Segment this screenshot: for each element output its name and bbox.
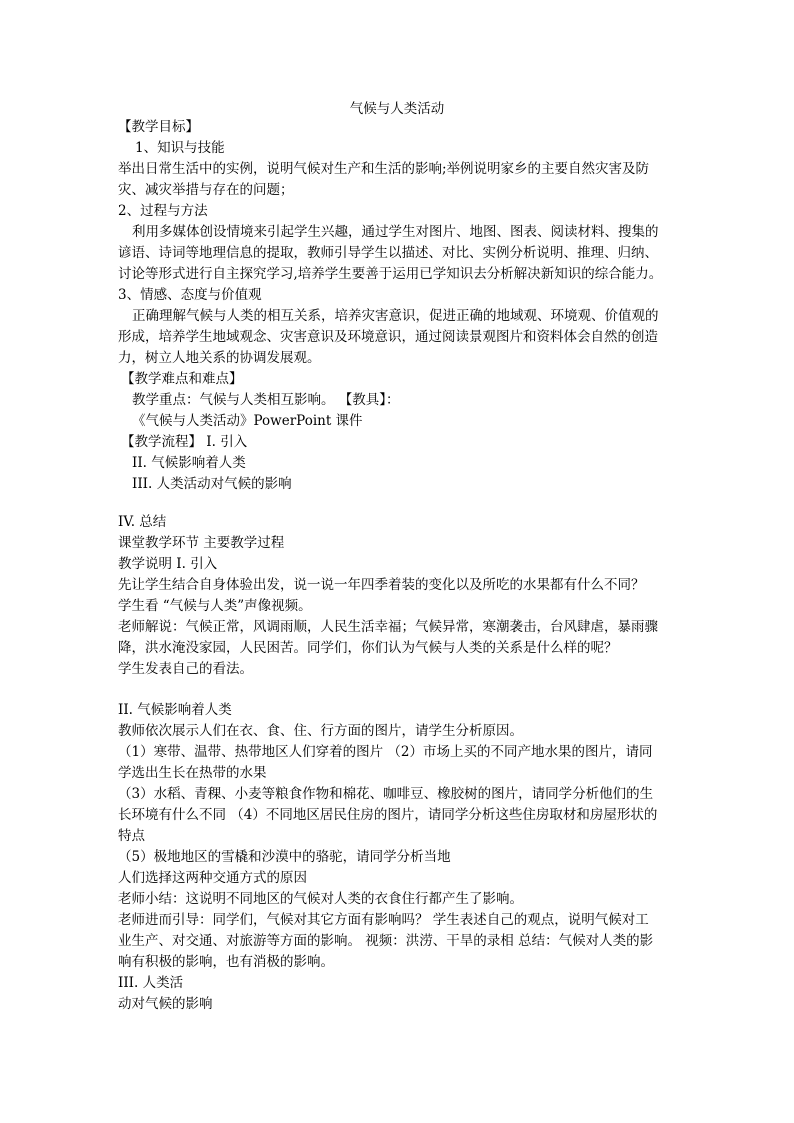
paragraph-line: 学生看 “气候与人类”声像视频。 [118, 598, 312, 614]
subheading-emotion: 3、情感、态度与价值观 [118, 287, 262, 303]
paragraph-line: 学选出生长在热带的水果 [118, 765, 267, 781]
paragraph-line: 《气候与人类活动》PowerPoint 课件 [132, 413, 363, 429]
subheading-process: 2、过程与方法 [118, 203, 208, 219]
paragraph-line: 学生发表自己的看法。 [118, 661, 253, 677]
paragraph-line: 教学重点：气候与人类相互影响。 【教具】： [132, 392, 400, 408]
section-intro [118, 512, 678, 680]
paragraph-line: 先让学生结合自身体验出发，说一说一年四季着装的变化以及所吃的水果都有什么不同？ [118, 577, 645, 593]
heading-objectives: 【教学目标】 [118, 119, 199, 135]
paragraph-line: 教师依次展示人们在衣、食、住、行方面的图片，请学生分析原因。 [118, 723, 523, 739]
paragraph-line: 长环境有什么不同 （4）不同地区居民住房的图片，请同学分析这些住房取材和房屋形状的 [118, 807, 658, 823]
paragraph-line: 响有积极的影响，也有消极的影响。 [118, 954, 334, 970]
paragraph-line: （3）水稻、青稞、小麦等粮食作物和棉花、咖啡豆、橡胶树的图片，请同学分析他们的生 [118, 786, 654, 802]
paragraph-line: 动对气候的影响 [118, 996, 213, 1012]
paragraph-line: 课堂教学环节 主要教学过程 [118, 535, 285, 551]
paragraph-line: 正确理解气候与人类的相互关系，培养灾害意识，促进正确的地域观、环境观、价值观的 [132, 308, 659, 324]
paragraph-line: 灾、减灾举措与存在的问题； [118, 182, 294, 198]
paragraph-line: 利用多媒体创设情境来引起学生兴趣，通过学生对图片、地图、图表、阅读材料、搜集的 [132, 224, 659, 240]
paragraph-line: 力，树立人地关系的协调发展观。 [118, 350, 321, 366]
paragraph-line: 业生产、对交通、对旅游等方面的影响。 视频：洪涝、干旱的录相 总结：气候对人类的影 [118, 933, 654, 949]
paragraph-line: 讨论等形式进行自主探究学习,培养学生要善于运用已学知识去分析解决新知识的综合能力。 [118, 266, 663, 282]
paragraph-line: 举出日常生活中的实例，说明气候对生产和生活的影响;举例说明家乡的主要自然灾害及防 [118, 161, 650, 177]
heading-key-points: 【教学难点和难点】 [121, 371, 243, 387]
paragraph-line: 特点 [118, 828, 145, 844]
heading-human-activity: III. 人类活 [118, 975, 184, 991]
paragraph-line: 老师解说：气候正常，风调雨顺，人民生活幸福；气候异常，寒潮袭击，台风肆虐，暴雨骤 [118, 619, 658, 635]
paragraph-line: 老师小结：这说明不同地区的气候对人类的衣食住行都产生了影响。 [118, 891, 523, 907]
paragraph-line: （5）极地地区的雪橇和沙漠中的骆驼，请同学分析当地 [118, 849, 451, 865]
flow-item: III. 人类活动对气候的影响 [132, 476, 292, 492]
subheading-knowledge: 1、知识与技能 [135, 140, 225, 156]
document-title: 气候与人类活动 [349, 101, 445, 117]
paragraph-line: 人们选择这两种交通方式的原因 [118, 870, 307, 886]
section-climate-impact [118, 700, 678, 1015]
paragraph-line: 谚语、诗词等地理信息的提取，教师引导学生以描述、对比、实例分析说明、推理、归纳、 [118, 245, 658, 261]
paragraph-line: 教学说明 I. 引入 [118, 556, 218, 572]
paragraph-line: （1）寒带、温带、热带地区人们穿着的图片 （2）市场上买的不同产地水果的图片，请同 [118, 744, 653, 760]
heading-climate-impact: II. 气候影响着人类 [118, 702, 232, 718]
heading-flow: 【教学流程】 I. 引入 [121, 434, 248, 450]
paragraph-line: 降，洪水淹没家园，人民困苦。同学们，你们认为气候与人类的关系是什么样的呢？ [118, 640, 618, 656]
paragraph-line: 老师进而引导：同学们，气候对其它方面有影响吗？ 学生表述自己的观点，说明气候对工 [118, 912, 649, 928]
section-objectives [118, 117, 678, 495]
paragraph-line: 形成，培养学生地域观念、灾害意识及环境意识，通过阅读景观图片和资料体会自然的创造 [118, 329, 658, 345]
heading-summary: IV. 总结 [118, 514, 167, 530]
flow-item: II. 气候影响着人类 [132, 455, 246, 471]
